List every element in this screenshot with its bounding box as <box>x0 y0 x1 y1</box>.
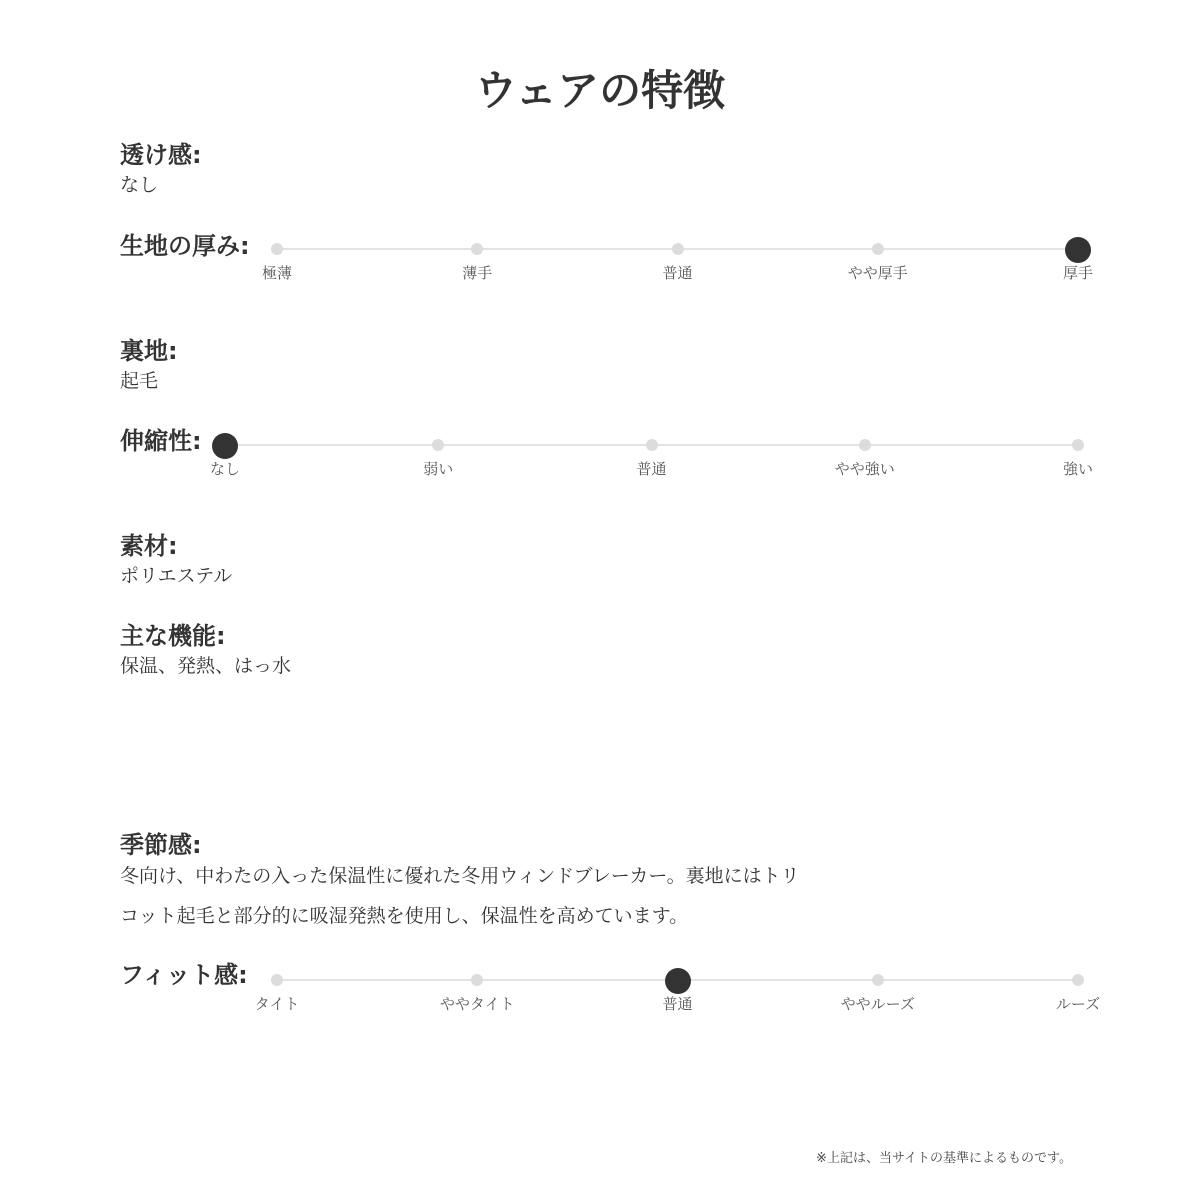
thickness-scale-option-label: 厚手 <box>1062 264 1093 282</box>
fit-scale-option-label: タイト <box>254 995 300 1013</box>
transparency-value: なし <box>120 174 159 196</box>
thickness-scale-option-label: やや厚手 <box>847 264 908 282</box>
stretch-scale-option-label: 強い <box>1062 460 1093 478</box>
thickness-scale-point-selected <box>1065 237 1091 263</box>
fit-scale-option-label: ややタイト <box>439 995 515 1013</box>
fit-scale-point <box>471 974 483 986</box>
stretch-scale-point <box>1072 439 1084 451</box>
season-label: 季節感: <box>120 831 202 859</box>
fit-scale-point-selected <box>665 968 691 994</box>
functions-label: 主な機能: <box>120 622 226 650</box>
transparency-label: 透け感: <box>120 141 202 169</box>
stretch-scale-point <box>646 439 658 451</box>
stretch-scale-point <box>432 439 444 451</box>
stretch-scale-point-selected <box>212 433 238 459</box>
season-description-line-1: 冬向け、中わたの入った保温性に優れた冬用ウィンドブレーカー。裏地にはトリ <box>120 865 800 887</box>
fit-scale-point <box>872 974 884 986</box>
page-title: ウェアの特徴 <box>474 66 726 115</box>
fit-scale-option-label: 普通 <box>662 995 693 1013</box>
fit-scale-point <box>271 974 283 986</box>
footnote: ※上記は、当サイトの基準によるものです。 <box>816 1151 1072 1166</box>
lining-value: 起毛 <box>120 370 159 392</box>
fit-scale-point <box>1072 974 1084 986</box>
fit-scale-option-label: ルーズ <box>1055 995 1101 1013</box>
material-value: ポリエステル <box>120 565 233 587</box>
fit-scale <box>254 971 1101 1031</box>
thickness-scale-point <box>672 243 684 255</box>
thickness-scale-option-label: 薄手 <box>462 264 493 282</box>
fit-scale-option-label: ややルーズ <box>840 995 915 1013</box>
functions-value: 保温、発熱、はっ水 <box>120 655 292 677</box>
season-description-line-2: コット起毛と部分的に吸湿発熱を使用し、保温性を高めています。 <box>120 905 689 927</box>
thickness-scale <box>261 240 1093 300</box>
thickness-scale-point <box>872 243 884 255</box>
thickness-scale-point <box>271 243 283 255</box>
lining-label: 裏地: <box>120 337 178 365</box>
thickness-label: 生地の厚み: <box>120 232 250 260</box>
thickness-scale-point <box>471 243 483 255</box>
stretch-scale-point <box>859 439 871 451</box>
stretch-scale-option-label: 弱い <box>423 460 454 478</box>
stretch-scale-option-label: やや強い <box>834 460 895 478</box>
fit-label: フィット感: <box>120 961 248 989</box>
stretch-scale-option-label: 普通 <box>636 460 667 478</box>
stretch-scale-option-label: なし <box>209 460 240 478</box>
thickness-scale-option-label: 普通 <box>662 264 693 282</box>
thickness-scale-option-label: 極薄 <box>261 264 292 282</box>
stretch-label: 伸縮性: <box>120 427 202 455</box>
material-label: 素材: <box>120 532 178 560</box>
stretch-scale <box>209 436 1093 496</box>
